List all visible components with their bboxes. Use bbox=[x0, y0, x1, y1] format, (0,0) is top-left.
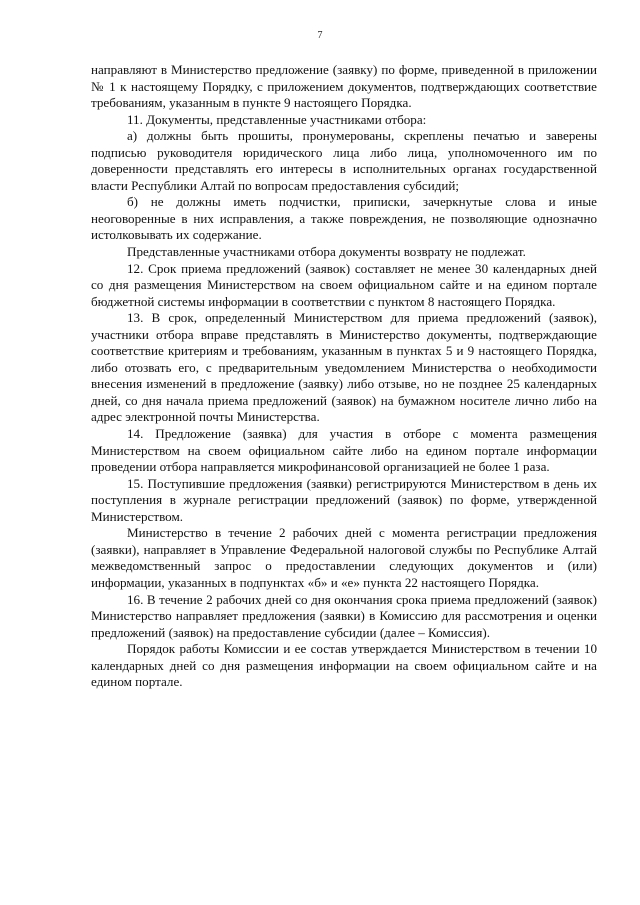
page-number: 7 bbox=[317, 30, 323, 41]
paragraph: 14. Предложение (заявка) для участия в отборе с момента размещения Министерством на своем официальном сайте либо на едином портале информации проведении отбора направляется микрофинансовой организацией не более 1 раза. bbox=[91, 426, 597, 475]
document-body bbox=[91, 62, 597, 691]
paragraph: Представленные участниками отбора документы возврату не подлежат. bbox=[127, 244, 526, 260]
paragraph: а) должны быть прошиты, пронумерованы, скреплены печатью и заверены подписью руководителя юридического лица либо лица, уполномоченного им по доверенности представлять его интересы в исполнительных органах государственной власти Республики Алтай по вопросам предоставления субсидий; bbox=[91, 128, 597, 193]
paragraph: 13. В срок, определенный Министерством для приема предложений (заявок), участники отбора вправе представлять в Министерство документы, подтверждающие соответствие критериям и требованиям, указанным в пунктах 5 и 9 настоящего Порядка, либо отозвать его, с предварительным уведомлением Министерства о необходимости внесения изменений в предложение (заявку) либо отзыве, но не позднее 25 календарных дней, со дня начала приема предложений (заявок) на бумажном носителе лично либо на адрес электронной почты Министерства. bbox=[91, 310, 597, 425]
paragraph: 15. Поступившие предложения (заявки) регистрируются Министерством в день их поступления в журнале регистрации предложений (заявок) по форме, утвержденной Министерством. bbox=[91, 475, 597, 524]
paragraph: б) не должны иметь подчистки, приписки, зачеркнутые слова и иные неоговоренные в них исправления, а также повреждения, не позволяющие однозначно истолковывать их содержание. bbox=[91, 194, 597, 243]
paragraph: 16. В течение 2 рабочих дней со дня окончания срока приема предложений (заявок) Министерство направляет предложения (заявки) в Комиссию для рассмотрения и оценки предложений (заявок) на предоставление субсидии (далее – Комиссия). bbox=[91, 591, 597, 640]
paragraph: 12. Срок приема предложений (заявок) составляет не менее 30 календарных дней со дня размещения Министерством на своем официальном сайте и на едином портале бюджетной системы информации в соответствии с пунктом 8 настоящего Порядка. bbox=[91, 260, 597, 309]
paragraph: 11. Документы, представленные участниками отбора: bbox=[127, 111, 427, 127]
paragraph: Порядок работы Комиссии и ее состав утверждается Министерством в течении 10 календарных дней со дня размещения информации на своем официальном сайте и на едином портале. bbox=[91, 641, 597, 690]
paragraph: Министерство в течение 2 рабочих дней с момента регистрации предложения (заявки), направляет в Управление Федеральной налоговой службы по Республике Алтай межведомственный запрос о предоставлении следующих документов и (или) информации, указанных в подпунктах «б» и «е» пункта 22 настоящего Порядка. bbox=[91, 525, 597, 590]
paragraph: направляют в Министерство предложение (заявку) по форме, приведенной в приложении № 1 к настоящему Порядку, с приложением документов, подтверждающих соответствие требованиям, указанным в пункте 9 настоящего Порядка. bbox=[91, 62, 597, 111]
